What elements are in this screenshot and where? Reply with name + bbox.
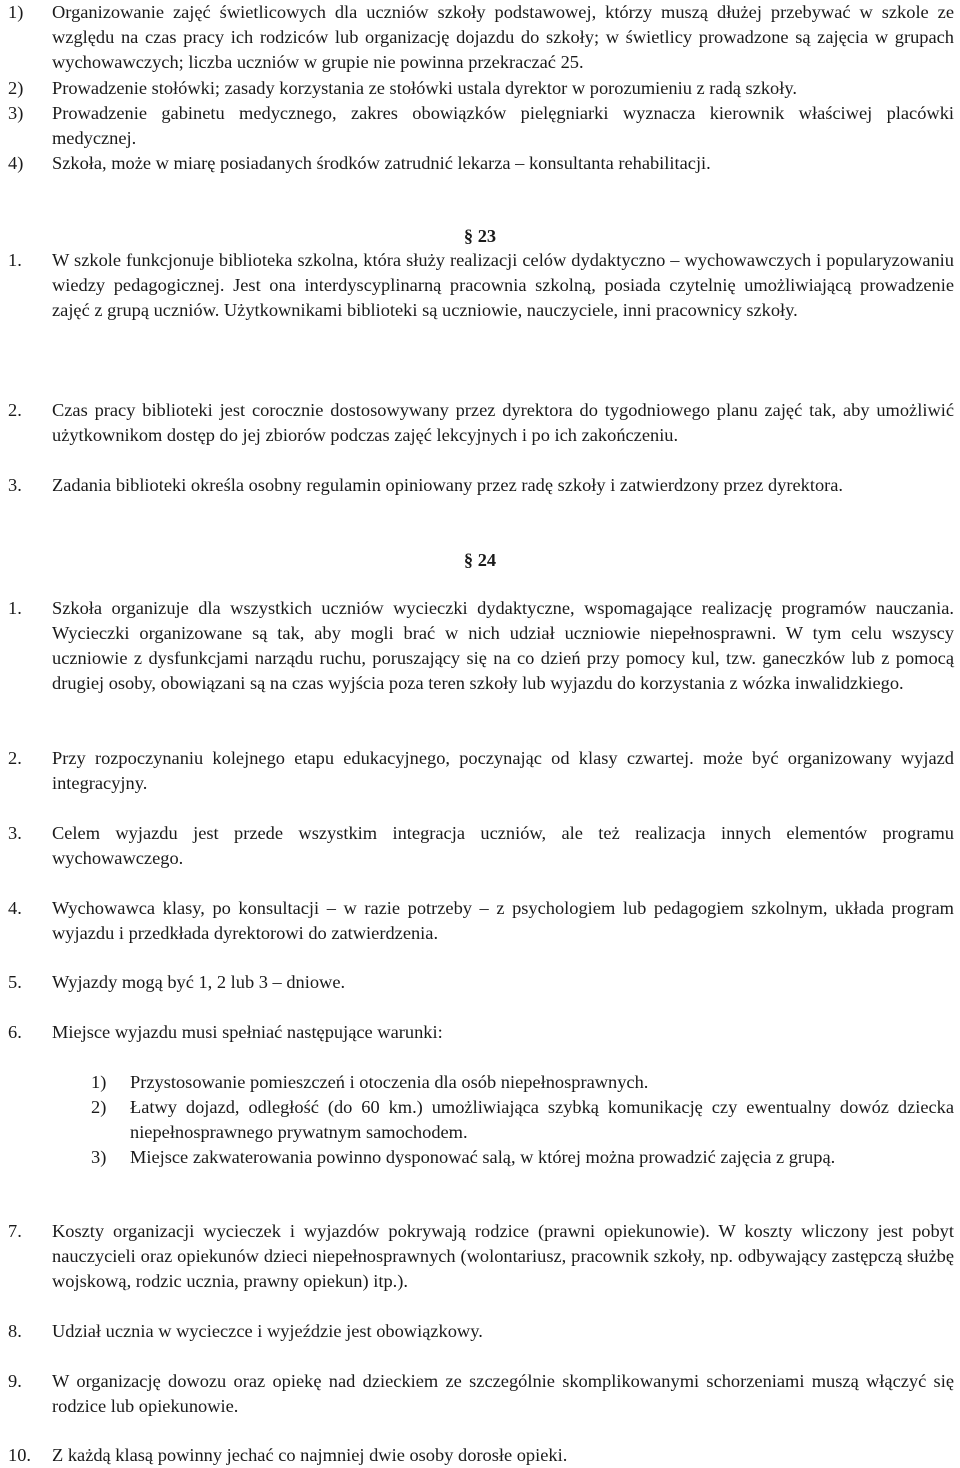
section-heading-23: § 23 bbox=[463, 226, 497, 246]
condition-item bbox=[91, 1145, 954, 1170]
condition-text: Miejsce zakwaterowania powinno dysponować salą, w której można prowadzić zajęcia z grupą. bbox=[130, 1147, 836, 1167]
section-24-paragraph bbox=[8, 970, 954, 995]
section-24-paragraph bbox=[8, 821, 954, 871]
paragraph-number: 3. bbox=[8, 475, 22, 495]
condition-text: Łatwy dojazd, odległość (do 60 km.) umożliwiająca szybką komunikację czy ewentualny dowóz dziecka niepełnosprawnego prywatnym samochodem. bbox=[130, 1097, 954, 1142]
paragraph-text: Wychowawca klasy, po konsultacji – w razie potrzeby – z psychologiem lub pedagogiem szkolnym, układa program wyjazdu i przedkłada dyrektorowi do zatwierdzenia. bbox=[52, 898, 954, 943]
paragraph-number: 2. bbox=[8, 748, 22, 768]
section-24-paragraph bbox=[8, 1020, 954, 1045]
paragraph-text: Zadania biblioteki określa osobny regulamin opiniowany przez radę szkoły i zatwierdzony przez dyrektora. bbox=[52, 475, 844, 495]
paragraph-number: 8. bbox=[8, 1321, 22, 1341]
section-24-paragraph bbox=[8, 896, 954, 946]
paragraph-number: 1. bbox=[8, 250, 22, 270]
paragraph-number: 7. bbox=[8, 1221, 22, 1241]
list-number: 3) bbox=[8, 103, 24, 123]
list-text: Prowadzenie gabinetu medycznego, zakres obowiązków pielęgniarki wyznacza kierownik właściwej placówki medycznej. bbox=[52, 103, 954, 148]
paragraph-number: 1. bbox=[8, 598, 22, 618]
section-24-paragraph bbox=[8, 1319, 954, 1344]
list-number: 1) bbox=[8, 2, 24, 22]
condition-item bbox=[91, 1095, 954, 1145]
condition-item bbox=[91, 1070, 954, 1095]
paragraph-text: Wyjazdy mogą być 1, 2 lub 3 – dniowe. bbox=[52, 972, 346, 992]
paragraph-text: Przy rozpoczynaniu kolejnego etapu edukacyjnego, poczynając od klasy czwartej. może być organizowany wyjazd integracyjny. bbox=[52, 748, 954, 793]
intro-list-item bbox=[8, 76, 954, 101]
paragraph-text: Z każdą klasą powinny jechać co najmniej dwie osoby dorosłe opieki. bbox=[52, 1445, 568, 1465]
list-text: Organizowanie zajęć świetlicowych dla uczniów szkoły podstawowej, którzy muszą dłużej przebywać w szkole ze względu na czas pracy ich rodziców lub organizację dojazdu do szkoły; w świetlicy prowadzone są zajęcia w grupach wychowawczych; liczba uczniów w grupie nie powinna przekraczać 25. bbox=[52, 2, 954, 72]
intro-list-item bbox=[8, 0, 954, 75]
section-24-paragraph bbox=[8, 1443, 954, 1468]
paragraph-number: 9. bbox=[8, 1371, 22, 1391]
paragraph-number: 6. bbox=[8, 1022, 22, 1042]
paragraph-number: 3. bbox=[8, 823, 22, 843]
paragraph-text: W szkole funkcjonuje biblioteka szkolna, która służy realizacji celów dydaktyczno – wychowawczych i popularyzowaniu wiedzy pedagogicznej. Jest ona interdyscyplinarną pracownia szkolną, posiada czytelnię umożliwiającą prowadzenie zajęć z grupą uczniów. Użytkownikami biblioteki są uczniowie, nauczyciele, inni pracownicy szkoły. bbox=[52, 250, 954, 320]
section-heading-24: § 24 bbox=[463, 550, 497, 570]
section-23-paragraph bbox=[8, 248, 954, 323]
intro-list-item bbox=[8, 151, 954, 176]
list-text: Szkoła, może w miarę posiadanych środków zatrudnić lekarza – konsultanta rehabilitacji. bbox=[52, 153, 711, 173]
condition-number: 2) bbox=[91, 1097, 107, 1117]
section-24-paragraph bbox=[8, 746, 954, 796]
paragraph-text: Szkoła organizuje dla wszystkich uczniów wycieczki dydaktyczne, wspomagające realizację programów nauczania. Wycieczki organizowane są tak, aby mogli brać w nich udział uczniowie niepełnosprawni. W tym celu wszyscy uczniowie z dysfunkcjami narządu ruchu, poruszający się na co dzień przy pomocy kul, tzw. ganeczków lub z pomocą drugiej osoby, obowiązani są na czas wyjścia poza teren szkoły lub wyjazdu do korzystania z wózka inwalidzkiego. bbox=[52, 598, 954, 693]
paragraph-text: Miejsce wyjazdu musi spełniać następujące warunki: bbox=[52, 1022, 443, 1042]
paragraph-text: Udział ucznia w wycieczce i wyjeździe jest obowiązkowy. bbox=[52, 1321, 483, 1341]
condition-number: 1) bbox=[91, 1072, 107, 1092]
section-23-paragraph bbox=[8, 473, 954, 498]
paragraph-text: Czas pracy biblioteki jest corocznie dostosowywany przez dyrektora do tygodniowego planu zajęć tak, aby umożliwić użytkownikom dostęp do jej zbiorów podczas zajęć lekcyjnych i po ich zakończeniu. bbox=[52, 400, 954, 445]
section-24-paragraph bbox=[8, 596, 954, 696]
list-text: Prowadzenie stołówki; zasady korzystania ze stołówki ustala dyrektor w porozumieniu z radą szkoły. bbox=[52, 78, 797, 98]
list-number: 2) bbox=[8, 78, 24, 98]
paragraph-number: 5. bbox=[8, 972, 22, 992]
paragraph-text: Koszty organizacji wycieczek i wyjazdów pokrywają rodzice (prawni opiekunowie). W koszty wliczony jest pobyt nauczycieli oraz opiekunów dzieci niepełnosprawnych (wolontariusz, pracownik szkoły, np. odbywający zastępczą służbę wojskową, rodzic ucznia, prawny opiekun) itp.). bbox=[52, 1221, 954, 1291]
section-24-paragraph bbox=[8, 1219, 954, 1294]
condition-text: Przystosowanie pomieszczeń i otoczenia dla osób niepełnosprawnych. bbox=[130, 1072, 649, 1092]
paragraph-number: 2. bbox=[8, 400, 22, 420]
paragraph-text: W organizację dowozu oraz opiekę nad dzieckiem ze szczególnie skomplikowanymi schorzeniami muszą włączyć się rodzice lub opiekunowie. bbox=[52, 1371, 954, 1416]
section-24-paragraph bbox=[8, 1369, 954, 1419]
intro-list-item bbox=[8, 101, 954, 151]
section-23-paragraph bbox=[8, 398, 954, 448]
paragraph-text: Celem wyjazdu jest przede wszystkim integracja uczniów, ale też realizacja innych elementów programu wychowawczego. bbox=[52, 823, 954, 868]
list-number: 4) bbox=[8, 153, 24, 173]
paragraph-number: 10. bbox=[8, 1445, 31, 1465]
paragraph-number: 4. bbox=[8, 898, 22, 918]
condition-number: 3) bbox=[91, 1147, 107, 1167]
